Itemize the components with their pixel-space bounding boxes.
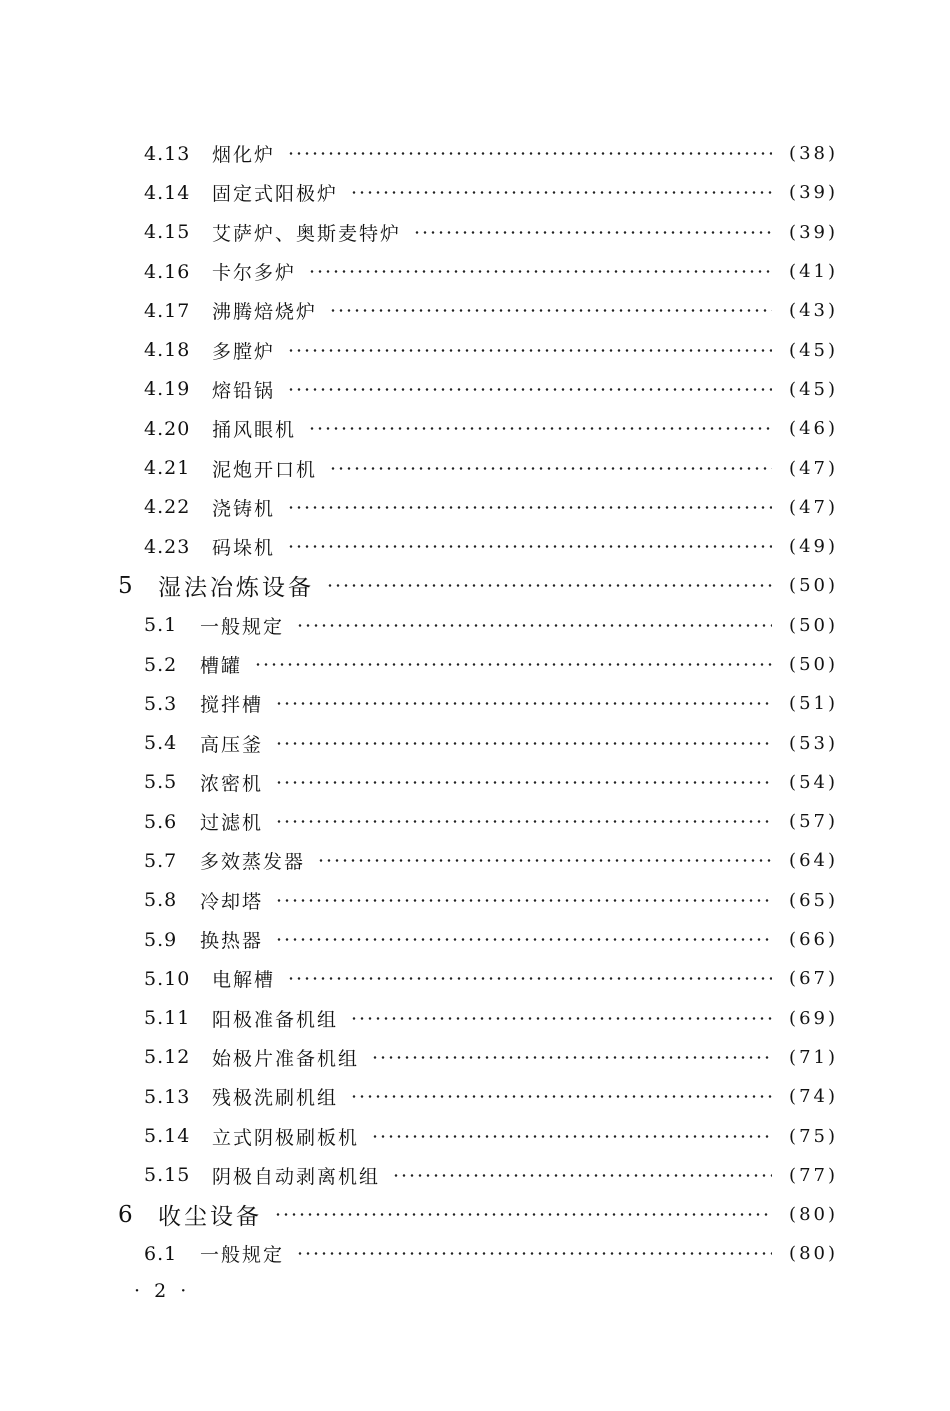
toc-entry-number: 4.14: [144, 181, 191, 204]
dot-leader: [296, 624, 772, 627]
toc-entry-title: 立式阴极刷板机: [212, 1126, 360, 1149]
toc-entry-page: (67): [789, 968, 838, 990]
toc-entry-page: (50): [789, 614, 838, 636]
toc-entry-row[interactable]: [0, 723, 950, 762]
toc-entry-row[interactable]: [0, 645, 950, 684]
dot-leader: [287, 506, 772, 509]
toc-entry-number: 5.11: [144, 1007, 191, 1030]
toc-entry-page: (57): [789, 811, 838, 833]
dot-leader: [326, 584, 772, 587]
toc-entry-number: 4.19: [144, 378, 191, 401]
toc-entry-number: 5.13: [144, 1085, 191, 1108]
toc-entry-page: (50): [789, 654, 838, 675]
toc-entry-title: 换热器: [200, 930, 264, 953]
toc-entry-title: 电解槽: [212, 969, 276, 992]
toc-entry-number: 6.1: [144, 1242, 178, 1265]
toc-entry-number: 5.15: [144, 1164, 191, 1187]
toc-entry-page: (74): [789, 1086, 838, 1108]
toc-entry-title: 烟化炉: [212, 144, 276, 167]
toc-entry-title: 一般规定: [200, 615, 285, 638]
dot-leader: [329, 309, 772, 312]
table-of-contents: [0, 134, 950, 1274]
toc-entry-row[interactable]: [0, 1234, 950, 1273]
toc-entry-row[interactable]: [0, 999, 950, 1038]
toc-entry-title: 一般规定: [200, 1244, 285, 1267]
toc-entry-row[interactable]: [0, 252, 950, 291]
toc-entry-page: (47): [789, 496, 838, 518]
toc-entry-title: 码垛机: [212, 537, 276, 560]
toc-entry-row[interactable]: [0, 802, 950, 841]
dot-leader: [308, 270, 772, 273]
toc-entry-number: 4.23: [144, 535, 191, 558]
toc-entry-row[interactable]: [0, 841, 950, 880]
toc-entry-row[interactable]: [0, 448, 950, 487]
toc-entry-page: (38): [789, 143, 838, 165]
dot-leader: [371, 1056, 772, 1059]
toc-entry-page: (54): [789, 771, 838, 793]
toc-entry-number: 4.17: [144, 299, 191, 322]
toc-entry-page: (75): [789, 1125, 838, 1147]
dot-leader: [317, 859, 772, 862]
toc-entry-title: 浇铸机: [212, 497, 276, 520]
toc-entry-number: 5.4: [144, 732, 178, 755]
toc-entry-row[interactable]: [0, 1077, 950, 1116]
toc-entry-page: (71): [789, 1046, 838, 1068]
dot-leader: [350, 191, 772, 194]
toc-entry-number: 5.7: [144, 849, 178, 872]
dot-leader: [287, 545, 772, 548]
toc-entry-row[interactable]: [0, 1116, 950, 1155]
toc-entry-page: (39): [789, 182, 838, 204]
toc-entry-title: 槽罐: [200, 655, 243, 677]
toc-entry-title: 湿法冶炼设备: [158, 575, 314, 602]
toc-entry-title: 艾萨炉、奥斯麦特炉: [212, 222, 402, 245]
toc-entry-row[interactable]: [0, 684, 950, 723]
toc-entry-row[interactable]: [0, 370, 950, 409]
toc-entry-number: 4.21: [144, 457, 191, 480]
toc-entry-number: 5.12: [144, 1046, 191, 1069]
toc-entry-page: (77): [789, 1164, 838, 1186]
dot-leader: [274, 1213, 772, 1216]
toc-entry-title: 捅风眼机: [212, 419, 297, 442]
toc-entry-page: (46): [789, 418, 838, 440]
toc-entry-page: (53): [789, 732, 838, 754]
toc-entry-row[interactable]: [0, 606, 950, 645]
toc-entry-row[interactable]: [0, 409, 950, 448]
toc-entry-row[interactable]: [0, 134, 950, 173]
toc-entry-number: 5.1: [144, 614, 178, 637]
toc-entry-title: 卡尔多炉: [212, 262, 297, 285]
toc-entry-title: 过滤机: [200, 812, 264, 835]
toc-entry-page: (65): [789, 889, 838, 911]
dot-leader: [275, 781, 772, 784]
dot-leader: [350, 1095, 772, 1098]
toc-entry-row[interactable]: [0, 1156, 950, 1195]
dot-leader: [275, 938, 772, 941]
toc-entry-number: 5.14: [144, 1125, 191, 1148]
toc-entry-title: 冷却塔: [200, 890, 264, 913]
toc-entry-number: 4.22: [144, 496, 191, 519]
dot-leader: [371, 1135, 772, 1138]
toc-entry-row[interactable]: [0, 291, 950, 330]
toc-entry-number: 4.16: [144, 260, 191, 283]
toc-entry-title: 固定式阳极炉: [212, 183, 339, 206]
dot-leader: [254, 663, 772, 666]
toc-entry-title: 多效蒸发器: [200, 851, 306, 874]
toc-chapter-row[interactable]: [0, 1195, 950, 1234]
dot-leader: [287, 349, 772, 352]
toc-entry-page: (47): [789, 457, 838, 479]
dot-leader: [275, 899, 772, 902]
toc-entry-title: 阴极自动剥离机组: [212, 1165, 381, 1188]
toc-entry-title: 搅拌槽: [200, 694, 264, 717]
toc-entry-page: (50): [789, 575, 838, 597]
dot-leader: [287, 152, 772, 155]
toc-entry-title: 泥炮开口机: [212, 458, 318, 481]
toc-entry-number: 5: [118, 572, 134, 599]
dot-leader: [287, 388, 772, 391]
toc-entry-page: (39): [789, 221, 838, 243]
toc-entry-row[interactable]: [0, 881, 950, 920]
toc-chapter-row[interactable]: [0, 566, 950, 605]
toc-entry-row[interactable]: [0, 1038, 950, 1077]
toc-entry-number: 5.6: [144, 810, 178, 833]
toc-entry-row[interactable]: [0, 527, 950, 566]
toc-entry-row[interactable]: [0, 763, 950, 802]
toc-entry-title: 收尘设备: [158, 1204, 262, 1231]
toc-entry-row[interactable]: [0, 920, 950, 959]
dot-leader: [413, 231, 772, 234]
dot-leader: [350, 1017, 772, 1020]
toc-entry-number: 5.5: [144, 771, 178, 794]
toc-entry-title: 阳极准备机组: [212, 1008, 339, 1031]
toc-entry-page: (80): [789, 1204, 838, 1226]
dot-leader: [296, 1252, 772, 1255]
toc-entry-row[interactable]: [0, 213, 950, 252]
toc-entry-number: 4.13: [144, 142, 191, 165]
toc-entry-page: (45): [789, 378, 838, 400]
toc-entry-row[interactable]: [0, 959, 950, 998]
toc-entry-title: 熔铅锅: [212, 379, 276, 402]
toc-entry-page: (66): [789, 929, 838, 951]
toc-entry-page: (43): [789, 300, 838, 322]
dot-leader: [329, 467, 772, 470]
toc-entry-number: 6: [118, 1201, 134, 1228]
toc-entry-number: 5.10: [144, 967, 191, 990]
toc-entry-page: (41): [789, 261, 838, 283]
toc-entry-row[interactable]: [0, 330, 950, 369]
toc-entry-page: (64): [789, 850, 838, 872]
toc-entry-number: 4.18: [144, 339, 191, 362]
toc-entry-page: (45): [789, 339, 838, 361]
dot-leader: [287, 977, 772, 980]
toc-entry-page: (69): [789, 1007, 838, 1029]
toc-entry-number: 5.3: [144, 692, 178, 715]
toc-entry-page: (80): [789, 1243, 838, 1265]
toc-entry-number: 4.20: [144, 417, 191, 440]
dot-leader: [392, 1174, 772, 1177]
toc-entry-number: 5.2: [144, 653, 178, 676]
dot-leader: [308, 427, 772, 430]
toc-entry-title: 高压釜: [200, 733, 264, 756]
toc-entry-row[interactable]: [0, 488, 950, 527]
toc-entry-title: 浓密机: [200, 772, 264, 795]
dot-leader: [275, 702, 772, 705]
dot-leader: [275, 820, 772, 823]
toc-entry-number: 5.8: [144, 889, 178, 912]
toc-entry-title: 多膛炉: [212, 340, 276, 363]
toc-entry-title: 始极片准备机组: [212, 1047, 360, 1070]
dot-leader: [275, 742, 772, 745]
toc-entry-page: (49): [789, 536, 838, 558]
toc-entry-page: (51): [789, 693, 838, 715]
toc-entry-number: 5.9: [144, 928, 178, 951]
page-number: · 2 ·: [134, 1280, 191, 1302]
toc-entry-title: 残极洗刷机组: [212, 1087, 339, 1110]
toc-entry-row[interactable]: [0, 173, 950, 212]
toc-entry-number: 4.15: [144, 221, 191, 244]
toc-entry-title: 沸腾焙烧炉: [212, 301, 318, 324]
